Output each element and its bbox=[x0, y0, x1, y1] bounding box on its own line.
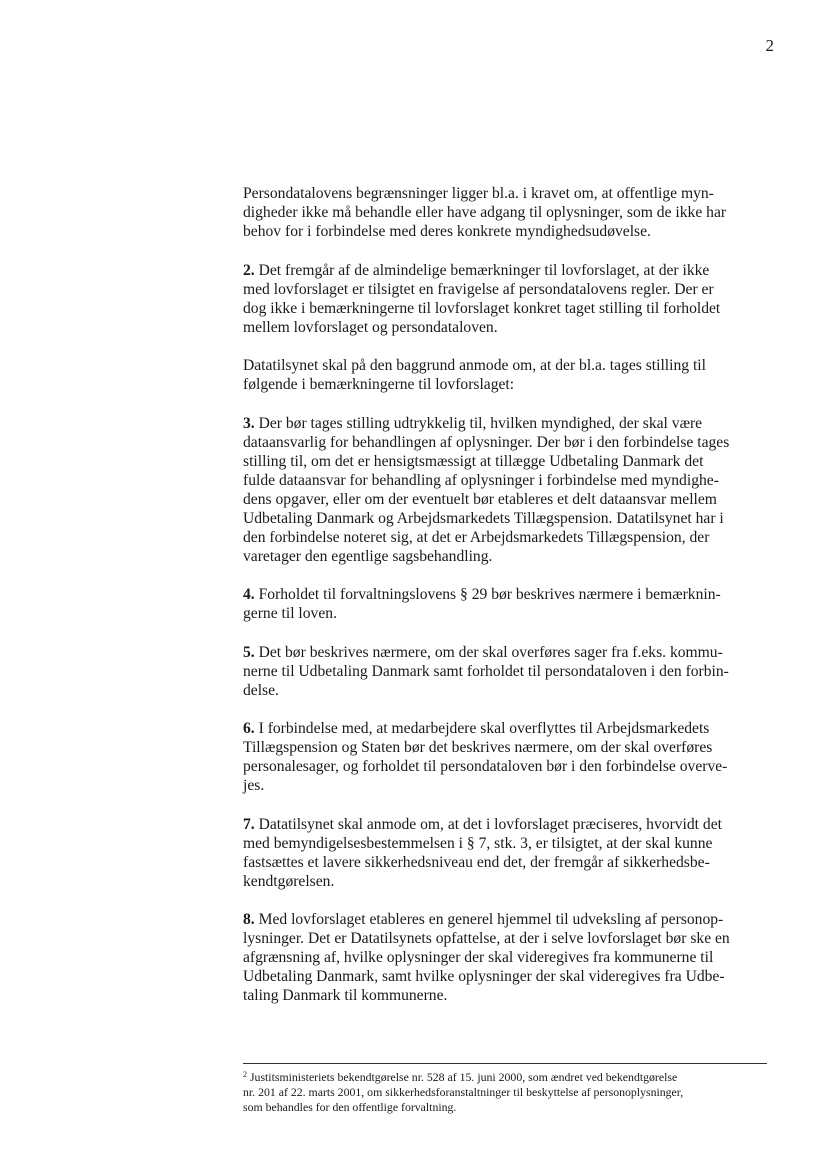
paragraph-4 bbox=[243, 585, 773, 623]
paragraph-text: I forbindelse med, at medarbejdere skal overflyttes til Arbejdsmarkedets Tillægspension og Staten bør det beskrives nærmere, om der skal overføres personalesager, og forholdet til persondataloven bør i den forbindelse overve- jes. bbox=[243, 720, 728, 794]
paragraph-text: Datatilsynet skal på den baggrund anmode om, at der bl.a. tages stilling til følgende i bemærkningerne til lovforslaget: bbox=[243, 357, 706, 393]
paragraph-text: Det fremgår af de almindelige bemærkninger til lovforslaget, at der ikke med lovforslaget er tilsigtet en fravigelse af persondatalovens regler. Der er dog ikke i bemærkningerne til lovforslaget konkret taget stilling til forholdet mellem lovforslaget og persondataloven. bbox=[243, 261, 721, 336]
paragraph-number: 2. bbox=[243, 261, 255, 279]
paragraph-text: Der bør tages stilling udtrykkelig til, hvilken myndighed, der skal være dataansvarlig for behandlingen af oplysninger. Der bør i den forbindelse tages stilling til, om det er hensigtsmæssigt at tillægge Udbetaling Danmark det fulde dataansvar for behandling af oplysninger i forbindelse med myndighe- dens opgaver, eller om der eventuelt bør etableres et delt dataansvar mellem Udbetaling Danmark og Arbejdsmarkedets Tillægspension. Datatilsynet har i den forbindelse noteret sig, at det er Arbejdsmarkedets Tillægspension, der varetager den egentlige sagsbehandling. bbox=[243, 414, 730, 565]
paragraph-number: 8. bbox=[243, 911, 255, 928]
paragraph-3 bbox=[243, 414, 773, 566]
paragraph-text: Med lovforslaget etableres en generel hjemmel til udveksling af personop- lysninger. Det er Datatilsynets opfattelse, at der i selve lovforslaget bør ske en afgrænsning af, hvilke oplysninger der skal videregives fra kommunerne til Udbetaling Danmark, samt hvilke oplysninger der skal videregives fra Udbe- taling Danmark til kommunerne. bbox=[243, 911, 730, 1004]
footnote-text: Justitsministeriets bekendtgørelse nr. 528 af 15. juni 2000, som ændret ved bekendtgørelse nr. 201 af 22. marts 2001, om sikkerhedsforanstaltninger til beskyttelse af personoplysninger, som behandles for den offentlige forvaltning. bbox=[243, 1070, 684, 1114]
paragraph-8 bbox=[243, 910, 773, 1005]
paragraph-text: Forholdet til forvaltningslovens § 29 bør beskrives nærmere i bemærknin- gerne til loven. bbox=[243, 586, 721, 622]
paragraph-text: Datatilsynet skal anmode om, at det i lovforslaget præciseres, hvorvidt det med bemyndigelsesbestemmelsen i § 7, stk. 3, er tilsigtet, at der skal kunne fastsættes et lavere sikkerhedsniveau end det, der fremgår af sikkerhedsbe- kendtgørelsen. bbox=[243, 815, 722, 890]
page-number: 2 bbox=[765, 36, 774, 55]
paragraph-number: 3. bbox=[243, 414, 255, 432]
paragraph-number: 5. bbox=[243, 643, 255, 661]
paragraph-5 bbox=[243, 643, 773, 700]
paragraph-7 bbox=[243, 815, 773, 891]
paragraph-text: Det bør beskrives nærmere, om der skal overføres sager fra f.eks. kommu- nerne til Udbetaling Danmark samt forholdet til persondataloven i den forbin- delse. bbox=[243, 643, 729, 699]
paragraph-request bbox=[243, 356, 773, 394]
footnote-divider bbox=[243, 1063, 767, 1064]
paragraph-6 bbox=[243, 719, 773, 795]
footnote bbox=[243, 1070, 771, 1115]
paragraph-2 bbox=[243, 261, 773, 337]
paragraph-number: 7. bbox=[243, 815, 255, 833]
footnote-marker: 2 bbox=[243, 1070, 247, 1079]
paragraph-intro bbox=[243, 184, 773, 241]
paragraph-number: 4. bbox=[243, 586, 255, 603]
paragraph-number: 6. bbox=[243, 720, 255, 737]
document-body bbox=[243, 184, 773, 1005]
paragraph-text: Persondatalovens begrænsninger ligger bl.a. i kravet om, at offentlige myn- digheder ikke må behandle eller have adgang til oplysninger, som de ikke har behov for i forbindelse med deres konkrete myndighedsudøvelse. bbox=[243, 185, 727, 240]
